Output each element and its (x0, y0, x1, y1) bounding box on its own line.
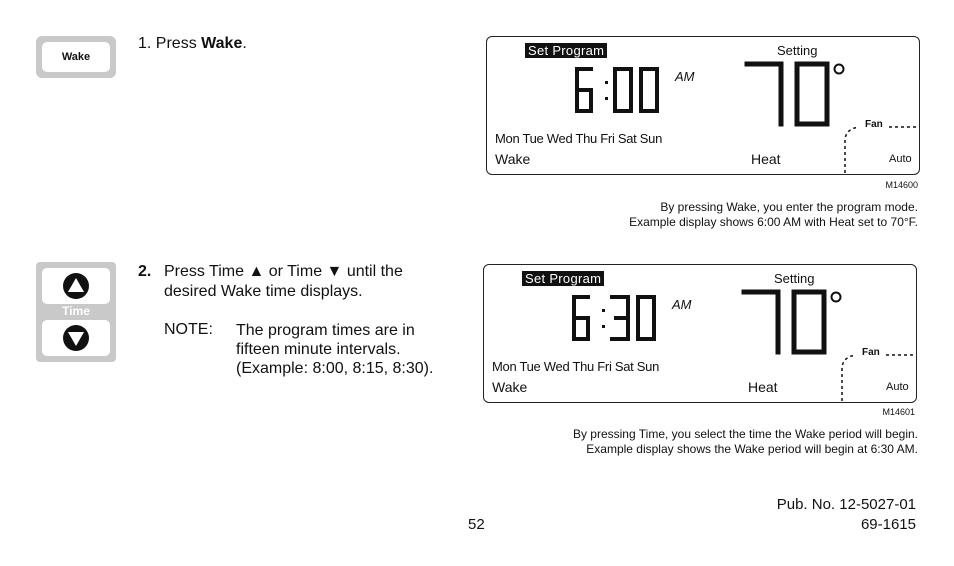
time-up-button (42, 268, 110, 304)
caption-1-line-1: By pressing Wake, you enter the program mode. (660, 200, 918, 214)
caption-2-line-2: Example display shows the Wake period will begin at 6:30 AM. (586, 442, 918, 456)
wake-key-label: Wake (42, 42, 110, 72)
step-1-text: Press (155, 35, 202, 52)
step-2-instruction (138, 262, 151, 282)
note-line-2: fifteen minute intervals. (236, 341, 401, 358)
mode-label: Heat (751, 151, 781, 167)
step-1-key: Wake (201, 35, 243, 52)
setting-label: Setting (777, 43, 818, 58)
caption-2-line-1: By pressing Time, you select the time the Wake period will begin. (572, 427, 918, 441)
fan-label: Fan (862, 347, 880, 358)
setting-label: Setting (774, 271, 815, 286)
set-program-badge: Set Program (525, 43, 607, 58)
thermostat-display-1 (486, 36, 920, 175)
step-1-instruction (138, 34, 247, 54)
publication-number: Pub. No. 12-5027-01 (776, 496, 916, 513)
triangle-down-icon (62, 324, 90, 352)
wake-key-graphic (36, 36, 116, 78)
document-code: 69-1615 (860, 516, 916, 533)
period-label: Wake (492, 379, 528, 395)
period-label: Wake (495, 151, 531, 167)
note-line-1: The program times are in (236, 322, 415, 339)
time-digits (573, 65, 673, 115)
caption-2 (478, 427, 918, 457)
note-label: NOTE: (164, 321, 213, 338)
time-down-button (42, 320, 110, 356)
fan-mode-label: Auto (886, 381, 909, 393)
step-2-line-2: desired Wake time displays. (164, 283, 363, 300)
step-2-line-1: Press Time ▲ or Time ▼ until the (164, 263, 403, 280)
fan-mode-label: Auto (889, 153, 912, 165)
temperature-digits (738, 287, 848, 357)
note-text (236, 321, 476, 378)
note-line-3: (Example: 8:00, 8:15, 8:30). (236, 360, 434, 377)
time-key-graphic (36, 262, 116, 362)
weekday-row: Mon Tue Wed Thu Fri Sat Sun (492, 359, 660, 374)
caption-1 (478, 200, 918, 230)
step-2-number: 2. (138, 263, 152, 280)
step-1-number: 1. (138, 35, 152, 52)
temperature-digits (741, 59, 851, 129)
mode-label: Heat (748, 379, 778, 395)
time-ampm: AM (675, 69, 695, 84)
thermostat-display-2 (483, 264, 917, 403)
triangle-up-icon (62, 272, 90, 300)
time-key-label: Time (62, 304, 90, 318)
figure-number-2: M14601 (882, 407, 915, 417)
weekday-row: Mon Tue Wed Thu Fri Sat Sun (495, 131, 663, 146)
step-2-text (164, 262, 484, 302)
time-ampm: AM (672, 297, 692, 312)
time-digits (570, 293, 670, 343)
set-program-badge: Set Program (522, 271, 604, 286)
caption-1-line-2: Example display shows 6:00 AM with Heat set to 70°F. (629, 215, 918, 229)
figure-number-1: M14600 (885, 180, 918, 190)
fan-label: Fan (865, 119, 883, 130)
page-number: 52 (468, 516, 485, 533)
step-1-end: . (242, 35, 247, 52)
